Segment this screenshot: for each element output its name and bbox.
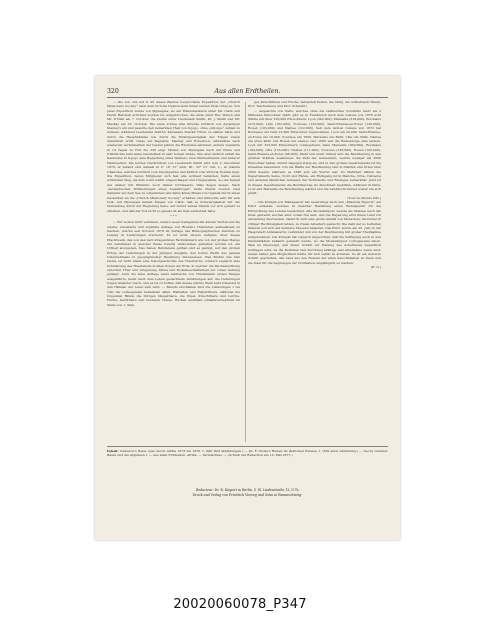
- imprint-publisher: Druck und Verlag von Friedrich Vieweg und Sohn in Braunschweig.: [192, 492, 303, 497]
- contents-label: Inhalt:: [107, 449, 119, 453]
- section-separator: * * *: [170, 214, 177, 219]
- source-citation: (Tour du Monde 845.): [347, 195, 381, 200]
- source-citation: (H. G.): [370, 265, 381, 270]
- scanned-page: [95, 76, 400, 540]
- article-paragraph: — Die Königin von Madagascar hat neuerdings nach den „Missions Reports“ ein Edict erlassen, welches in mancher Beziehung einen Wendepunkt für die Entwicklung des Landes bezeichnet. Alle Mozambiquer, welche als Sklaven nach der Insel gebracht worden sind, sollen frei sein, und die Regierung wird ihnen Land zur Ansiedlung überweisen. Dadurch wird eine große Anzahl von Menschen, die bisher in völliger Rechtlosigkeit lebten, zu freien Arbeitern gemacht. Die Zahl der so befreiten Sklaven soll sich auf mehrere Tausend belaufen. Das Edict wurde am 20. Juni in der Hauptstadt Antananarivo verkündet und von der Bevölkerung mit großer Theilnahme aufgenommen. Die Königin hat zugleich angeordnet, daß die Verfügung auch in den Küstenstädten bekannt gemacht werde, wo die Mozambiquer vorzugsweise leben. Man ist überzeugt, daß dieser Schritt zur Hebung des Ackerbaues wesentlich beitragen wird, da die Befreiten fast durchweg kräftige und arbeitsame Leute sind, denen bisher jede Möglichkeit fehlte, für sich selbst zu arbeiten. So ist ein weiterer Schritt geschehen, das Land aus den Fesseln der alten Gewohnheiten zu lösen und die Insel für die Segnungen der Civilisation empfänglich zu machen.: [248, 199, 381, 265]
- article-paragraph: gel, Kriechthiere und Fische, behandelt Perlen, die übrig, die wirbellosen Thiere, Prof. Taschenberg und Prof. Schmidt.): [248, 100, 381, 109]
- imprint-editor: Redacteur: Dr. R. Kiepert in Berlin, S. W. Lindenstraße 13, II Tr.: [195, 488, 300, 492]
- contents-text: Cameron's Reise quer durch Afrika 1873 bis 1876. I. (Mit fünf Abbildungen.) — Dr. F. Stolze's Reisen im südlichen Persien. I. (Mit einer Abbildung.) — Georg Gerland: Baum und die Afghanen I. — Aus allen Erdtheilen: Afrika. — Vermischtes. — (Schluß der Redaction am 10. Mai 1877.): [107, 449, 388, 458]
- right-column: [248, 100, 381, 444]
- imprint: [107, 488, 388, 497]
- image-caption: 20020060078_P347: [173, 597, 307, 612]
- article-paragraph: — Die von uns auf S. 95 dieses Bandes besprochene Expedition der „Church Missionary Society“ nach dem Victoria Nyanza sieht ihrem letzten Ziele ruhig zu. Von jener Expedition wurde von Mpwapwa, wo ein Missionsstation unter Mr. Clark und Herrn Hartwell errichtet worden ist, aufgebrochen, die erste unter Rev. Wilson und Mr. O'Neill am 7. October, die zweite unter Lieutenant Smith, Dr. J. Smith und Mr. Mackay am 25. October. Die erste schlug eine Strecke nördlich von derjenigen Stanley's ein und passirte den bemerkten Theil von Ugogo, ohne „mhongo“ zahlen zu müssen, während Lieutenant Smith's Karawane überall Tribut zu zahlen hatte und durch die Hauptstämme wie durch die Widerspenstigkeit der Träger vielen Aufenthalt erlitt. Diese zur Begleiter, Mackay und Robertson, erkrankten nach wiederum zurückkehren der beiden Jahren die Rückreise antreten; erstere wanderte in 14 Tagen zu Fuß die 230 engl. Meilen von Mpwapwa nach der Küste und frühstückte bald seine Gesundheit in sehr hohem Grade. Wie aber endlich erhält die Karawane in Ugogo eine Begleitung eines Weibers, zwei Zimmermanns und anderer Handwerker. Die letzten Nachrichten von Lieutenant Smith sind vom 2. December 1876; er befand sich damals in 4° 18' 31" südl. Br., 32° 51' östl. L., zu Kandie Uhanoma, welches nördlich vom Unyanyembe und südlich vom Victoria Nyanza liegt. Die Expedition, deren Mitglieder sich fast alle wohlauf befanden, hatte einen wirklichen Weg, als man sonst wählt, eingeschlagen und Unyanyembe, wo der Kampf der Araber mit Mirambo noch immer fortdauerte, links liegen lassen. Nach „authentischen Mittheilungen eines Angehörigen“ hatte Oberst Gordon zwei Dampfer auf dem See zu schwimmen und hatte König Mtesa von Uganda durch einen Gesandten an die „Church Missionary Society“ erhalten und wünschte sehr für sein Volk. Auf Mpwapwa kamen Klagen von Clark, daß es Schwierigkeiten mit der Verwaltung durch der Regierung habe, auf Grund seines Stands vor sich gehabt zu erhalten, und daß der Tod nicht so gewiss ist als man vermuthet habe.: [107, 100, 240, 213]
- running-title: Aus allen Erdtheilen.: [214, 88, 281, 95]
- article-paragraph: — Angesichts von Paris, welches ohne die zahlreichen Vorstädte mehr als 2 Millionen Einwohner zählt, gibt es in Frankreich nach dem Census von 1876 acht Städte mit über 100,000 Einwohnern: Lyon (342,000), Marseille (319,000), Bordeaux (215,000), Lille (162,000), Toulouse (132,000), Saint-Etienne-en-Forez (126,000), Rouen (105,000) und Nantes (122,000). Seit dem letzten Census von 1872 hat Bordeaux um rund 21,000 Einwohner zugenommen, Lyon um 20,000, Saint-Etienne-en-Forez um 16,000, Toulouse um 7000, Marseille um 6000, Lille um 5000, Nantes um etwa 4000 und Rouen um ebenso viel. 1866 war die Reihenfolge eine andere: Lyon mit 323,000 Einwohnern vorangehend, dann Marseille (300,000), Bordeaux (194,000), Lille (155,000), Nantes (111,000), Toulouse (126,000), Rouen (100,000), Saint-Etienne-en-Forez (96,000). Mehr und mehr drängt sich die Bevölkerung in den größten Städten zusammen; die Zahl der Gemeinden, welche weniger als 2000 Einwohner haben, nimmt dagegen stetig ab, und in den großen Departements ist die Zunahme bedeutend. Um die Hälfte der Bevölkerung lebt in Städten und Orten über 2000 Seelen; während es 1846 erst ein Viertel war. Zu Mehrheit zählen die Departements Seine, Nord und Rhône, ein Rückgang ist in Manche, Orne, Calvados und anderen ländlichen Gebieten der Normandie und Bretagne bemerkbar. Jetzt ist in diesen Departements die Bevölkerung im Abnehmen begriffen, während in Paris, Lyon und Marseille die Bevölkerung wächst und die Landflucht immer weiter um sich greift.: [248, 108, 381, 196]
- footer-rule: [107, 446, 388, 447]
- page-header: [107, 88, 388, 98]
- column-divider: [245, 102, 246, 442]
- article-paragraph: — Wir wollen nicht verfehlen, unsere Leser wenigstens mit kurzen Worten auf die zweite, erweiterte und ergänzte Auflage von Brehm's Thierleben aufmerksam zu machen, welche seit October 1876 im Verlage des Bibliographischen Instituts zu Leipzig in Lieferungen erscheint. Es ist nicht unsere Aufgabe, über dieses Prachtwerk, das von den hervorragendsten Fachmännern wie von der großen Menge der Gebildeten in gleicher Weise freudig willkommen geheißen worden ist, ein Urtheil abzugeben. Das haben Berufenere gethan und es genügt, auf den großen Erfolg der Lieferungen in der jetzigen Ausgabe, den hohen Werth des ganzen Unternehmens in geographischer Beziehung hinzuweisen. Was Brehm uns hier bietet, ist nicht allein eine Naturgeschichte des Thierreichs, sondern zugleich eine Schilderung des Thierlebens in allen Zonen der Erde, in welcher die Wechselwirkung zwischen Thier und Umgebung, Klima und Bodenbeschaffenheit zur vollen Geltung gelangt. Auch die neue Auflage weist zahlreiche von Thiermalern ersten Ranges ausgeführte, meist nach dem Leben gezeichnete Abbildungen auf; die Lieferungen folgen einander rasch, und es ist zu hoffen, daß dieses schöne Werk bald vollendet in den Händen der Leser sein wird. — Bereits erschienen sind die Lieferungen 1 bis 100; die vorliegenden behandeln Affen, Halbaffen und Flatterthiere, während die folgenden Bände die übrigen Säugethiere, die Vögel, Kriechthiere und Lurche, Fische, Kerbthiere und niederen Thiere, Rücken ausfüllen (Inhaltsverzeichniß im Sinne von 1. Mai).: [107, 220, 240, 307]
- table-of-contents: [107, 449, 388, 477]
- left-column: [107, 100, 240, 444]
- page-number: 320: [107, 88, 119, 95]
